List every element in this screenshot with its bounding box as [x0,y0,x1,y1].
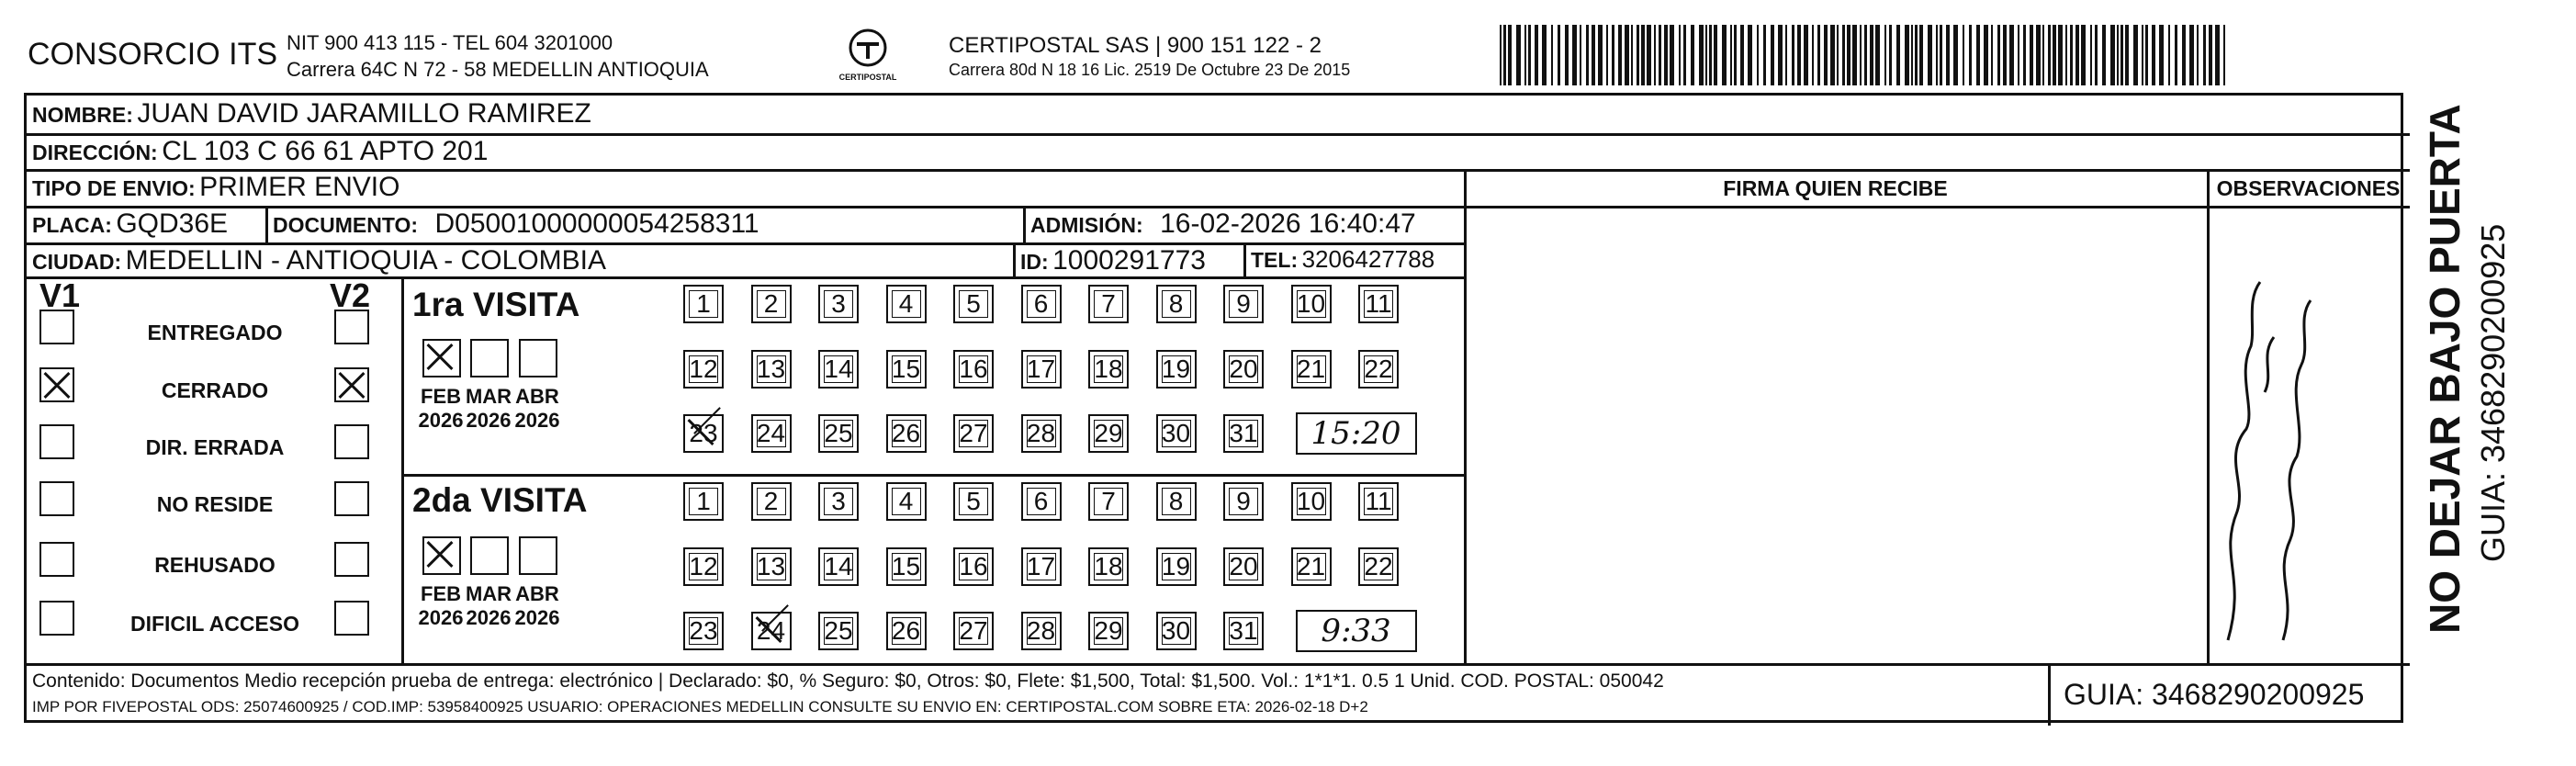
barcode-bar [1896,25,1900,85]
barcode-bar [1976,25,1980,85]
barcode-bar [2003,25,2007,85]
barcode-bar [2036,25,2041,85]
month-year: 2026 [418,409,464,432]
day-checkbox[interactable]: 29 [1088,414,1129,453]
barcode-bar [1606,25,1608,85]
day-checkbox[interactable]: 11 [1358,482,1399,521]
id-value: 1000291773 [1052,245,1206,276]
logo-text: CERTIPOSTAL [838,73,897,82]
day-checkbox[interactable]: 1 [683,482,724,521]
tel-value: 3206427788 [1301,245,1435,273]
barcode-bar [2117,25,2119,85]
tel-row [1251,245,1434,274]
barcode-bar [1860,25,1862,85]
day-checkbox[interactable]: 16 [953,547,994,586]
direccion-label: DIRECCIÓN: [32,141,158,164]
day-checkbox[interactable]: 9 [1223,482,1264,521]
barcode-bar [1911,25,1913,85]
barcode-bar [1847,25,1850,85]
day-checkbox[interactable]: 8 [1156,285,1197,323]
barcode-bar [1792,25,1794,85]
day-checkbox[interactable]: 3 [818,482,859,521]
barcode-bar [2189,25,2194,85]
documento-label: DOCUMENTO: [273,213,419,237]
day-checkbox[interactable]: 24 [751,414,792,453]
barcode-bar [1558,25,1560,85]
barcode-bar [1919,25,1923,85]
day-checkbox[interactable]: 28 [1021,612,1062,650]
day-checkbox[interactable]: 26 [886,612,927,650]
barcode-bar [2120,25,2123,85]
barcode-bar [1508,25,1512,85]
status-label: ENTREGADO [147,321,283,344]
barcode-bar [1691,25,1694,85]
barcode-bar [1915,25,1918,85]
barcode-bar [2030,25,2033,85]
delivery-form [24,93,2403,723]
status-label: DIFICIL ACCESO [129,612,299,636]
barcode-bar [2070,25,2073,85]
day-checkbox[interactable]: 25 [818,612,859,650]
barcode-bar [1870,25,1873,85]
barcode-bar [1824,25,1828,85]
certipostal-logo-icon [848,28,888,68]
day-checkbox[interactable]: 2 [751,285,792,323]
day-checkbox[interactable]: 21 [1291,547,1332,586]
barcode-bar [2125,25,2129,85]
barcode-bar [2142,25,2143,85]
barcode-bar [1572,25,1577,85]
barcode-bar [2182,25,2186,85]
day-checkbox[interactable]: 12 [683,547,724,586]
barcode-bar [1631,25,1633,85]
v1-checkbox[interactable] [39,542,74,577]
day-checkbox[interactable]: 22 [1358,547,1399,586]
v2-checkbox[interactable] [334,367,369,402]
barcode-image [1500,25,2229,85]
barcode-bar [1503,25,1506,85]
day-checkbox[interactable]: 15 [886,547,927,586]
day-checkbox[interactable]: 5 [953,482,994,521]
barcode-bar [2203,25,2206,85]
barcode-bar [2042,25,2044,85]
barcode-bar [1905,25,1909,85]
day-checkbox[interactable]: 20 [1223,350,1264,389]
month-checkbox[interactable] [470,536,509,575]
day-checkbox[interactable]: 19 [1156,547,1197,586]
barcode-bar [1654,25,1656,85]
day-checkbox[interactable]: 5 [953,285,994,323]
day-checkbox[interactable]: 4 [886,285,927,323]
barcode-bar [1524,25,1526,85]
barcode-bar [1625,25,1629,85]
admision-value: 16-02-2026 16:40:47 [1160,208,1416,239]
barcode-bar [1817,25,1820,85]
day-checkbox[interactable]: 30 [1156,414,1197,453]
carrier-name: CERTIPOSTAL SAS | 900 151 122 - 2 [949,33,1322,58]
barcode-bar [1586,25,1589,85]
barcode-bar [2152,25,2155,85]
day-checkbox[interactable]: 28 [1021,414,1062,453]
signature-area[interactable] [1467,208,2201,660]
barcode-bar [1771,25,1774,85]
month-year: 2026 [466,409,512,432]
status-label: REHUSADO [154,553,276,577]
company-address: Carrera 64C N 72 - 58 MEDELLIN ANTIOQUIA [287,58,709,81]
month-name: FEB [421,385,461,408]
v2-checkbox[interactable] [334,424,369,459]
month-year: 2026 [418,606,464,629]
barcode-bar [1535,25,1538,85]
barcode-bar [2081,25,2086,85]
day-checkbox[interactable]: 14 [818,350,859,389]
barcode-bar [1884,25,1886,85]
day-checkbox[interactable]: 3 [818,285,859,323]
barcode-bar [2065,25,2067,85]
barcode-bar [2175,25,2177,85]
barcode-bar [2133,25,2138,85]
barcode-bar [1804,25,1808,85]
barcode-bar [1778,25,1783,85]
day-checkbox[interactable]: 26 [886,414,927,453]
barcode [1500,25,2229,85]
company-nit: NIT 900 413 115 - TEL 604 3201000 [287,31,613,54]
barcode-bar [1740,25,1744,85]
barcode-bar [1969,25,1972,85]
barcode-bar [1763,25,1766,85]
day-checkbox[interactable]: 7 [1088,285,1129,323]
visit2-title: 2da VISITA [412,481,588,519]
day-checkbox[interactable]: 18 [1088,547,1129,586]
barcode-bar [2058,25,2063,85]
day-checkbox[interactable]: 1 [683,285,724,323]
admision-row [1030,208,1416,240]
day-checkbox[interactable]: 27 [953,414,994,453]
tipo-label: TIPO DE ENVIO: [32,176,196,200]
barcode-bar [1679,25,1681,85]
barcode-bar [2018,25,2019,85]
tipo-value: PRIMER ENVIO [199,172,400,202]
ciudad-label: CIUDAD: [32,250,122,274]
barcode-bar [1618,25,1622,85]
status-label: CERRADO [161,378,269,402]
month-year: 2026 [514,606,560,629]
barcode-bar [1722,25,1727,85]
placa-value: GQD36E [116,208,229,239]
barcode-bar [2009,25,2014,85]
day-checkbox[interactable]: 15 [886,350,927,389]
v2-header: V2 [330,276,371,314]
month-checkbox[interactable] [519,339,557,377]
ciudad-row [32,245,606,276]
side-guia: GUIA: 3468290200925 [2474,223,2512,562]
footer-imp: IMP POR FIVEPOSTAL ODS: 25074600925 / COD.IMP: 53958400925 USUARIO: OPERACIONES MEDELLIN CONSULTE SU ENVIO EN: CERTIPOSTAL.COM SOBRE ETA: 2026-02-18 D+2 [32,698,1368,715]
nombre-row [32,98,591,130]
barcode-bar [1830,25,1835,85]
barcode-bar [1757,25,1759,85]
barcode-bar [2168,25,2170,85]
v1-checkbox[interactable] [39,481,74,516]
barcode-bar [1580,25,1581,85]
day-checkbox[interactable]: 4 [886,482,927,521]
barcode-bar [1705,25,1707,85]
barcode-bar [1852,25,1857,85]
day-checkbox[interactable]: 7 [1088,482,1129,521]
barcode-bar [1699,25,1704,85]
day-checkbox[interactable]: 8 [1156,482,1197,521]
barcode-bar [2223,25,2225,85]
company-name: CONSORCIO ITS [28,37,278,72]
day-checkbox[interactable]: 19 [1156,350,1197,389]
footer-guia: GUIA: 3468290200925 [2064,678,2365,711]
barcode-bar [1551,25,1553,85]
day-checkbox[interactable]: 18 [1088,350,1129,389]
barcode-bar [1709,25,1712,85]
barcode-bar [1946,25,1950,85]
day-checkbox[interactable]: 12 [683,350,724,389]
month-label [413,385,468,433]
v2-checkbox[interactable] [334,310,369,344]
barcode-bar [1991,25,1993,85]
placa-row [32,208,228,240]
barcode-bar [1963,25,1964,85]
barcode-bar [2048,25,2051,85]
day-checkbox[interactable]: 23 [683,612,724,650]
barcode-bar [1542,25,1547,85]
barcode-bar [1928,25,1932,85]
barcode-bar [1565,25,1569,85]
day-checkbox[interactable]: 11 [1358,285,1399,323]
month-year: 2026 [466,606,512,629]
day-checkbox[interactable]: 31 [1223,612,1264,650]
barcode-bar [2209,25,2212,85]
barcode-bar [2095,25,2098,85]
v1-checkbox[interactable] [39,601,74,636]
day-checkbox[interactable]: 17 [1021,547,1062,586]
barcode-bar [1664,25,1668,85]
day-checkbox[interactable]: 21 [1291,350,1332,389]
barcode-bar [1592,25,1595,85]
barcode-bar [2145,25,2148,85]
barcode-bar [2090,25,2092,85]
day-checkbox[interactable]: 9 [1223,285,1264,323]
barcode-bar [1984,25,1988,85]
status-label: DIR. ERRADA [145,435,285,459]
documento-row [273,208,759,240]
month-label [461,582,516,630]
barcode-bar [1864,25,1867,85]
barcode-bar [2102,25,2106,85]
time-field[interactable]: 15:20 [1296,412,1417,455]
day-checkbox[interactable]: 20 [1223,547,1264,586]
barcode-bar [2023,25,2026,85]
day-checkbox[interactable]: 14 [818,547,859,586]
v1-checkbox[interactable] [39,424,74,459]
tel-label: TEL: [1251,248,1299,272]
time-field[interactable]: 9:33 [1296,610,1417,652]
month-checkbox[interactable] [519,536,557,575]
day-checkbox[interactable]: 29 [1088,612,1129,650]
barcode-bar [1516,25,1521,85]
barcode-bar [1612,25,1614,85]
v1-checkbox[interactable] [39,310,74,344]
barcode-bar [1997,25,2000,85]
barcode-bar [2110,25,2115,85]
month-name: ABR [515,385,559,408]
placa-label: PLACA: [32,213,112,237]
footer-contenido: Contenido: Documentos Medio recepción prueba de entrega: electrónico | Declarado: $0, % Seguro: $0, Otros: $0, Flete: $1,500, Total: $1,500. Vol.: 1*1*1. 0.5 1 Unid. COD. POSTAL: 050042 [32,670,1664,692]
no-dejar-warning: NO DEJAR BAJO PUERTA [2421,104,2469,634]
barcode-bar [1940,25,1942,85]
barcode-bar [1528,25,1531,85]
nombre-value: JUAN DAVID JARAMILLO RAMIREZ [137,98,591,129]
day-checkbox[interactable]: 13 [751,350,792,389]
barcode-bar [2053,25,2056,85]
barcode-bar [1837,25,1839,85]
barcode-bar [1647,25,1651,85]
visit1-title: 1ra VISITA [412,286,580,323]
day-checkbox[interactable]: 23 [683,414,724,453]
day-checkbox[interactable]: 25 [818,414,859,453]
barcode-bar [1812,25,1814,85]
direccion-row [32,136,488,167]
v2-checkbox[interactable] [334,542,369,577]
barcode-bar [1953,25,1958,85]
barcode-bar [1797,25,1801,85]
day-checkbox[interactable]: 27 [953,612,994,650]
barcode-bar [1641,25,1645,85]
barcode-bar [1936,25,1938,85]
day-checkbox[interactable]: 10 [1291,285,1332,323]
barcode-bar [1734,25,1737,85]
barcode-bar [1637,25,1639,85]
barcode-bar [1670,25,1674,85]
barcode-bar [2075,25,2079,85]
month-checkbox[interactable] [470,339,509,377]
ciudad-value: MEDELLIN - ANTIOQUIA - COLOMBIA [125,245,606,276]
month-name: FEB [421,582,461,605]
direccion-value: CL 103 C 66 61 APTO 201 [162,136,489,166]
id-label: ID: [1020,250,1049,274]
day-checkbox[interactable]: 6 [1021,482,1062,521]
barcode-bar [1683,25,1686,85]
day-checkbox[interactable]: 31 [1223,414,1264,453]
carrier-license: Carrera 80d N 18 16 Lic. 2519 De Octubre 23 De 2015 [949,61,1351,79]
barcode-bar [2215,25,2220,85]
barcode-bar [2159,25,2164,85]
barcode-bar [1659,25,1661,85]
barcode-bar [1598,25,1603,85]
barcode-bar [1785,25,1787,85]
certipostal-logo [831,28,905,82]
day-checkbox[interactable]: 30 [1156,612,1197,650]
month-label [461,385,516,433]
month-checkbox[interactable] [422,536,461,575]
handwritten-observations [2210,208,2407,660]
month-checkbox[interactable] [422,339,461,377]
month-name: ABR [515,582,559,605]
barcode-bar [1842,25,1845,85]
v1-header: V1 [39,276,81,314]
month-name: MAR [465,582,512,605]
documento-value: D05001000000054258311 [434,208,759,239]
id-row [1020,245,1206,276]
month-label [510,385,565,433]
month-year: 2026 [514,409,560,432]
observations-area[interactable] [2210,208,2407,660]
day-checkbox[interactable]: 17 [1021,350,1062,389]
v2-checkbox[interactable] [334,481,369,516]
month-label [510,582,565,630]
day-checkbox[interactable]: 24 [751,612,792,650]
firma-header: FIRMA QUIEN RECIBE [1723,176,1948,200]
tipo-row [32,172,399,203]
day-checkbox[interactable]: 22 [1358,350,1399,389]
month-name: MAR [465,385,512,408]
barcode-bar [1714,25,1717,85]
v2-checkbox[interactable] [334,601,369,636]
status-label: NO RESIDE [156,492,274,516]
barcode-bar [1500,25,1502,85]
day-checkbox[interactable]: 2 [751,482,792,521]
day-checkbox[interactable]: 10 [1291,482,1332,521]
v1-checkbox[interactable] [39,367,74,402]
day-checkbox[interactable]: 13 [751,547,792,586]
barcode-bar [1730,25,1732,85]
barcode-bar [2197,25,2199,85]
day-checkbox[interactable]: 6 [1021,285,1062,323]
barcode-bar [1748,25,1752,85]
barcode-bar [1889,25,1892,85]
barcode-bar [1875,25,1880,85]
observaciones-header: OBSERVACIONES [2216,176,2401,200]
day-checkbox[interactable]: 16 [953,350,994,389]
nombre-label: NOMBRE: [32,103,133,127]
admision-label: ADMISIÓN: [1030,213,1143,237]
month-label [413,582,468,630]
